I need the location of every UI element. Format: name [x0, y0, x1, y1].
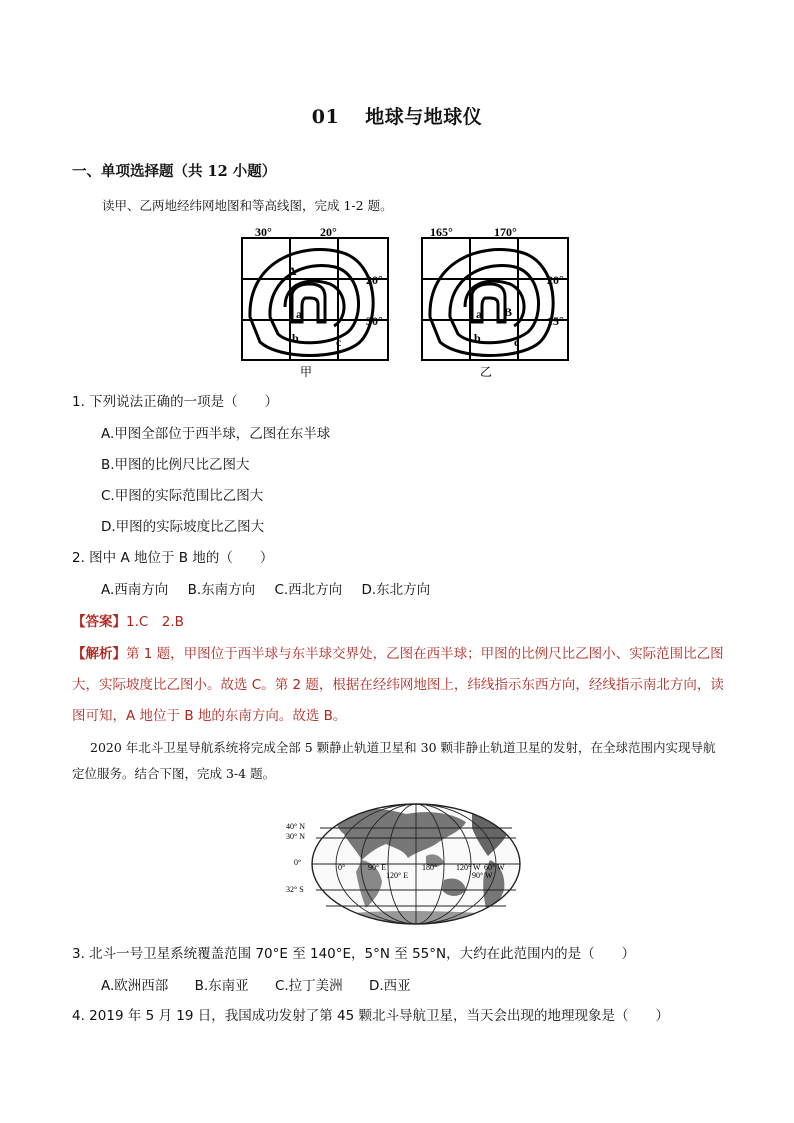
q2-option-c: C.西北方向 — [274, 582, 343, 598]
map-yi — [422, 225, 568, 379]
yi-point-B: B — [504, 305, 513, 319]
yi-point-c: c — [514, 335, 520, 349]
jia-lat-20: 20° — [366, 273, 383, 287]
q2-options — [101, 578, 445, 598]
page-title — [0, 102, 794, 129]
wm-lat-32s: 32° S — [286, 885, 304, 894]
q3-option-d: D.西亚 — [368, 978, 411, 994]
answer-text: 1.C 2.B — [126, 614, 184, 630]
q3-options — [101, 974, 426, 994]
answer-tag: 【答案】 — [72, 614, 126, 630]
answer-line — [72, 610, 184, 630]
wm-lon-120w: 120° W — [456, 863, 481, 872]
yi-lat-20: 20° — [547, 273, 564, 287]
wm-lon-0: 0° — [338, 863, 346, 872]
intro-text-2: 2020 年北斗卫星导航系统将完成全部 5 颗静止轨道卫星和 30 颗非静止轨道卫星的发射，在全球范围内实现导航定位服务。结合下图，完成 3-4 题。 — [72, 740, 716, 781]
wm-lat-40n: 40° N — [286, 822, 305, 831]
chapter-number: 01 — [311, 106, 340, 128]
question-1-stem: 1. 下列说法正确的一项是（ ） — [72, 394, 279, 410]
jia-point-A: A — [288, 264, 297, 278]
wm-lon-180: 180° — [422, 863, 438, 872]
wm-lon-60w: 60° W — [484, 863, 505, 872]
figure-contour-maps — [230, 222, 590, 382]
yi-point-a: a — [476, 307, 482, 321]
jia-point-c: c — [336, 335, 342, 349]
yi-lon-170: 170° — [494, 225, 517, 239]
jia-caption: 甲 — [300, 365, 313, 379]
q2-option-d: D.东北方向 — [361, 582, 431, 598]
jia-lat-30: 30° — [366, 314, 383, 328]
yi-caption: 乙 — [480, 365, 493, 379]
q1-option-a: A.甲图全部位于西半球，乙图在东半球 — [101, 426, 331, 442]
chapter-title: 地球与地球仪 — [365, 106, 483, 128]
map-jia — [242, 225, 388, 379]
yi-point-b: b — [474, 331, 481, 345]
wm-lon-90w: 90° W — [472, 871, 493, 880]
q3-option-c: C.拉丁美洲 — [274, 978, 343, 994]
question-4-stem: 4. 2019 年 5 月 19 日，我国成功发射了第 45 颗北斗导航卫星，当天会出现的地理现象是（ ） — [72, 1008, 670, 1024]
jia-point-b: b — [292, 331, 299, 345]
yi-lat-15: 15° — [547, 314, 564, 328]
wm-lat-0: 0° — [294, 858, 302, 867]
q3-option-b: B.东南亚 — [194, 978, 249, 994]
question-2-stem: 2. 图中 A 地位于 B 地的（ ） — [72, 550, 274, 566]
analysis-paragraph — [72, 639, 728, 732]
section-heading: 一、单项选择题（共 12 小题） — [72, 163, 277, 180]
analysis-text: 第 1 题，甲图位于西半球与东半球交界处，乙图在西半球；甲图的比例尺比乙图小、实际范围比乙图大，实际坡度比乙图小。故选 C。第 2 题，根据在经纬网地图上，纬线指示东西方向，经线指示南北方向，读图可知，A 地位于 B 地的东南方向。故选 B。 — [72, 646, 724, 724]
jia-point-a: a — [296, 307, 302, 321]
wm-lat-30n: 30° N — [286, 832, 305, 841]
figure-world-map — [276, 798, 534, 930]
analysis-tag: 【解析】 — [72, 646, 126, 662]
q2-option-b: B.东南方向 — [187, 582, 256, 598]
jia-lon-20: 20° — [320, 225, 337, 239]
jia-lon-30: 30° — [255, 225, 272, 239]
intro-text-1: 读甲、乙两地经纬网地图和等高线图，完成 1-2 题。 — [102, 198, 393, 213]
question-3-stem: 3. 北斗一号卫星系统覆盖范围 70°E 至 140°E，5°N 至 55°N，大约在此范围内的是（ ） — [72, 946, 636, 962]
q1-option-d: D.甲图的实际坡度比乙图大 — [101, 519, 265, 535]
yi-lon-165: 165° — [430, 225, 453, 239]
q2-option-a: A.西南方向 — [101, 582, 169, 598]
q1-option-b: B.甲图的比例尺比乙图大 — [101, 457, 250, 473]
q3-option-a: A.欧洲西部 — [101, 978, 169, 994]
wm-lon-90e: 90° E — [368, 863, 387, 872]
wm-lon-120e: 120° E — [386, 871, 409, 880]
q1-option-c: C.甲图的实际范围比乙图大 — [101, 488, 264, 504]
